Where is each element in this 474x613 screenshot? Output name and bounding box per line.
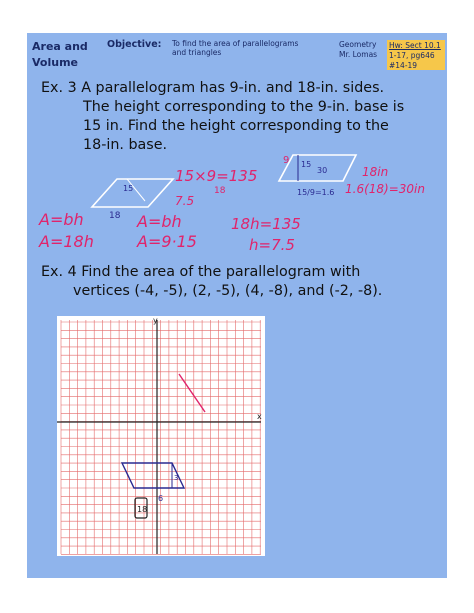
course-name: Geometry: [339, 40, 377, 49]
example-4-line-2: vertices (-4, -5), (2, -5), (4, -8), and (-2, -8).: [73, 283, 383, 299]
grid-label-18: 18: [137, 505, 148, 514]
example-4-line-1: Ex. 4 Find the area of the parallelogram with: [41, 264, 361, 280]
formula-a-bh-2: A=bh: [137, 212, 182, 231]
grid-lines: [61, 320, 265, 554]
objective-label: Objective:: [107, 39, 162, 50]
grid-label-3: 3: [174, 474, 179, 482]
objective-text: To find the area of parallelograms and triangles: [172, 39, 299, 57]
formula-a-bh-1: A=bh: [39, 210, 84, 229]
fig2-label-18in: 18in: [362, 165, 389, 179]
calc-7-5: 7.5: [175, 194, 195, 208]
fig2-label-15: 15: [301, 160, 312, 169]
formula-a-18h: A=18h: [39, 232, 94, 251]
slide: [27, 33, 447, 578]
fig2-calc: 1.6(18)=30in: [345, 182, 425, 196]
calc-18: 18: [214, 186, 226, 196]
parallelogram-sketch-2: [279, 155, 388, 181]
formula-a-9x15: A=9·15: [137, 232, 197, 251]
teacher-name: Mr. Lomas: [339, 50, 378, 59]
handwritten-slash: [179, 374, 205, 412]
homework-line-3: #14-19: [389, 61, 418, 70]
fig2-label-9: 9: [283, 155, 290, 166]
fig1-label-18: 18: [109, 211, 121, 221]
fig2-label-30: 30: [317, 166, 328, 175]
example-3-line-2: The height corresponding to the 9-in. base is: [83, 99, 405, 115]
topic-title: Area and Volume: [32, 40, 88, 69]
fig1-label-15: 15: [123, 184, 134, 193]
homework-line-2: 1-17, pg646: [389, 51, 435, 60]
x-axis-label: x: [257, 412, 262, 421]
grid-label-6: 6: [158, 494, 164, 503]
homework-line-1: Hw: Sect 10.1: [389, 41, 441, 50]
example-3-line-1: Ex. 3 A parallelogram has 9-in. and 18-in. sides.: [41, 80, 385, 96]
calc-15x9: 15×9=135: [175, 167, 258, 185]
fig2-ratio: 15/9=1.6: [297, 188, 335, 197]
example-3-line-4: 18-in. base.: [83, 137, 168, 153]
example-3-line-3: 15 in. Find the height corresponding to the: [83, 118, 389, 134]
equation-h-7-5: h=7.5: [249, 236, 295, 254]
equation-18h-135: 18h=135: [231, 215, 301, 233]
coordinate-grid: [57, 316, 265, 556]
y-axis-label: y: [153, 316, 158, 325]
